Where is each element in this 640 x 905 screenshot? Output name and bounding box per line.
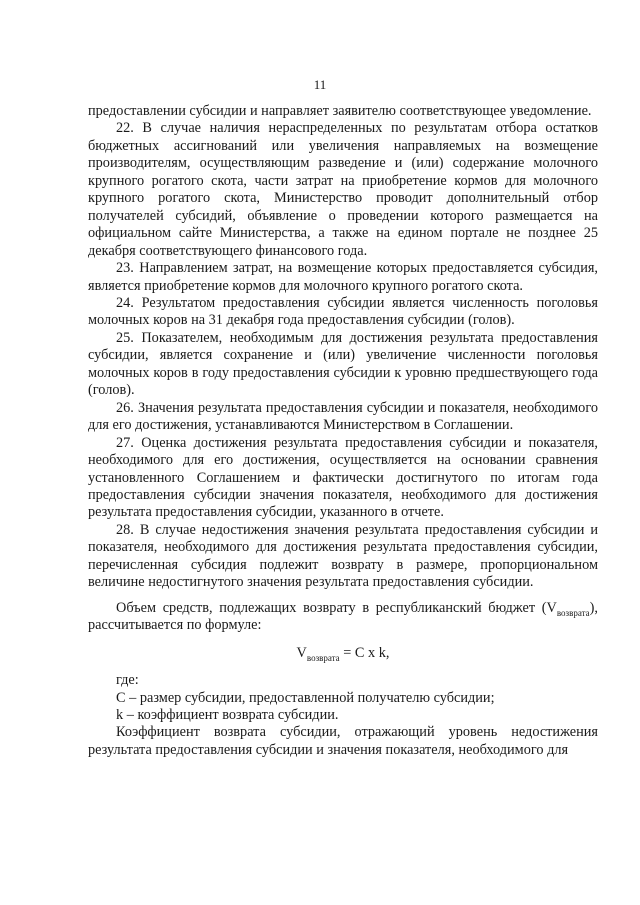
- formula-v: V: [296, 644, 307, 661]
- where-label: где:: [116, 672, 139, 689]
- definition-c: C – размер субсидии, предоставленной получателю субсидии;: [116, 689, 495, 706]
- return-formula: [88, 645, 598, 662]
- paragraph-22: 22. В случае наличия нераспределенных по результатам отбора остатков бюджетных ассигнований или увеличения направляемых на возмещение производителям, осуществляющим разведение и (или) содержание молочного крупного рогатого скота, части затрат на приобретение кормов для молочного крупного рогатого скота, Министерство проводит дополнительный отбор получателей субсидий, объявление о проведении которого размещается на официальном сайте Министерства, а также на едином портале не позднее 25 декабря соответствующего финансового года.: [88, 120, 598, 259]
- paragraph-25: 25. Показателем, необходимым для достижения результата предоставления субсидии, является сохранение и (или) увеличение численности поголовья молочных коров в году предоставления субсидии к уровню предшествующего года (голов).: [88, 329, 598, 399]
- page-number: 11: [313, 77, 327, 92]
- paragraph-27: 27. Оценка достижения результата предоставления субсидии и показателя, необходимого для его достижения, осуществляется на основании сравнения установленного Соглашением и фактически достигнутого по итогам года предоставления субсидии значения показателя, необходимого для достижения результата предоставления субсидии, указанного в отчете.: [88, 434, 598, 521]
- formula-rest: = C x k,: [339, 644, 390, 661]
- volume-text-before: Объем средств, подлежащих возврату в республиканский бюджет (V: [116, 599, 557, 616]
- volume-paragraph: [88, 600, 598, 635]
- definition-k: k – коэффициент возврата субсидии.: [116, 706, 339, 723]
- volume-text-after: ), рассчитывается по формуле:: [88, 599, 598, 634]
- paragraph-continuation: предоставлении субсидии и направляет заявителю соответствующее уведомление.: [88, 103, 592, 119]
- formula-subscript: возврата: [306, 652, 340, 663]
- volume-subscript: возврата: [556, 607, 590, 618]
- paragraph-23: 23. Направлением затрат, на возмещение которых предоставляется субсидия, является приобретение кормов для молочного крупного рогатого скота.: [88, 260, 598, 294]
- paragraph-28: 28. В случае недостижения значения результата предоставления субсидии и показателя, необходимого для достижения результата предоставления субсидии, перечисленная субсидия подлежит возврату в размере, пропорциональном величине недостигнутого значения результата предоставления субсидии.: [88, 521, 598, 591]
- paragraph-24: 24. Результатом предоставления субсидии является численность поголовья молочных коров на 31 декабря года предоставления субсидии (голов).: [88, 294, 598, 329]
- paragraph-26: 26. Значения результата предоставления субсидии и показателя, необходимого для его достижения, устанавливаются Министерством в Соглашении.: [88, 399, 598, 434]
- document-body: [88, 103, 598, 759]
- closing-paragraph: Коэффициент возврата субсидии, отражающий уровень недостижения результата предоставления субсидии и значения показателя, необходимого для: [88, 724, 598, 758]
